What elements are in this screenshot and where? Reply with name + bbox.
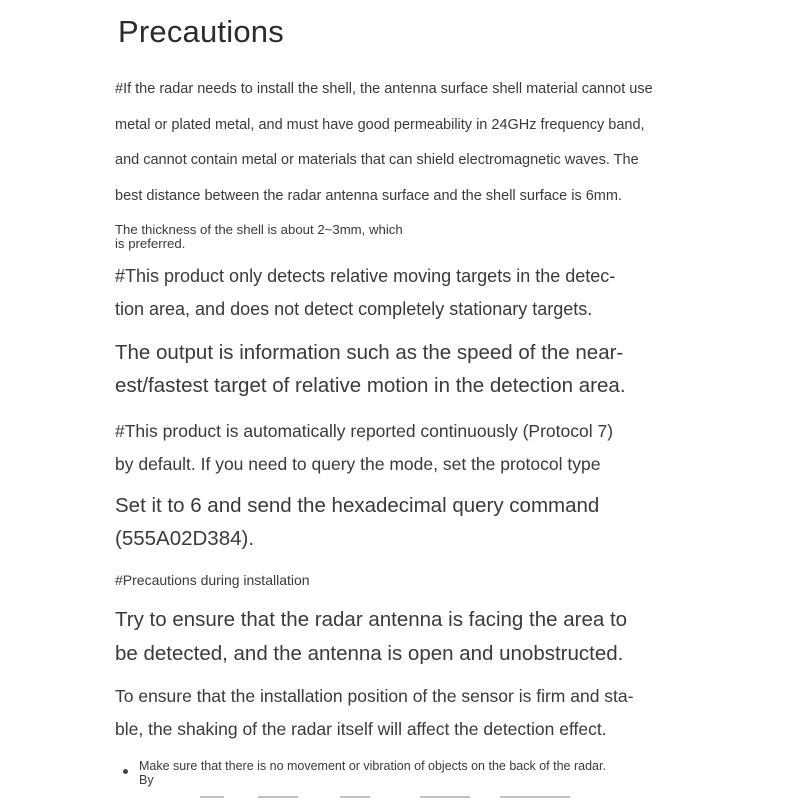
paragraph-line: and cannot contain metal or materials that can shield electromagnetic waves. The: [115, 152, 639, 168]
paragraph-line: est/fastest target of relative motion in the detection area.: [115, 374, 626, 397]
bullet-line: Make sure that there is no movement or vibration of objects on the back of the radar.: [139, 759, 606, 773]
paragraph-line: Set it to 6 and send the hexadecimal query command: [115, 494, 600, 517]
paragraph-line: Try to ensure that the radar antenna is facing the area to: [115, 608, 628, 631]
paragraph-line: best distance between the radar antenna surface and the shell surface is 6mm.: [115, 188, 622, 204]
section-heading: #Precautions during installation: [115, 572, 310, 588]
paragraph-line: ble, the shaking of the radar itself will affect the detection effect.: [115, 719, 607, 739]
paragraph-line: #This product only detects relative moving targets in the detec-: [115, 266, 616, 286]
paragraph-line: tion area, and does not detect completely stationary targets.: [115, 299, 593, 319]
paragraph-line: is preferred.: [115, 236, 186, 251]
paragraph-line: The thickness of the shell is about 2~3mm, which: [115, 222, 403, 237]
paragraph-line: #If the radar needs to install the shell, the antenna surface shell material cannot use: [115, 81, 653, 97]
paragraph-line: by default. If you need to query the mode, set the protocol type: [115, 454, 601, 474]
paragraph-line: #This product is automatically reported continuously (Protocol 7): [115, 421, 614, 441]
paragraph-line: metal or plated metal, and must have good permeability in 24GHz frequency band,: [115, 117, 645, 133]
paragraph-line: (555A02D384).: [115, 527, 255, 550]
paragraph-line: be detected, and the antenna is open and unobstructed.: [115, 642, 624, 665]
bullet-line: By: [139, 773, 154, 787]
bullet-dot-icon: [123, 769, 128, 774]
cut-off-text-line: [200, 794, 580, 800]
paragraph-line: The output is information such as the speed of the near-: [115, 341, 624, 364]
bullet-text: [139, 759, 606, 787]
paragraph-line: To ensure that the installation position of the sensor is firm and sta-: [115, 686, 634, 706]
page-title: Precautions: [118, 14, 284, 49]
